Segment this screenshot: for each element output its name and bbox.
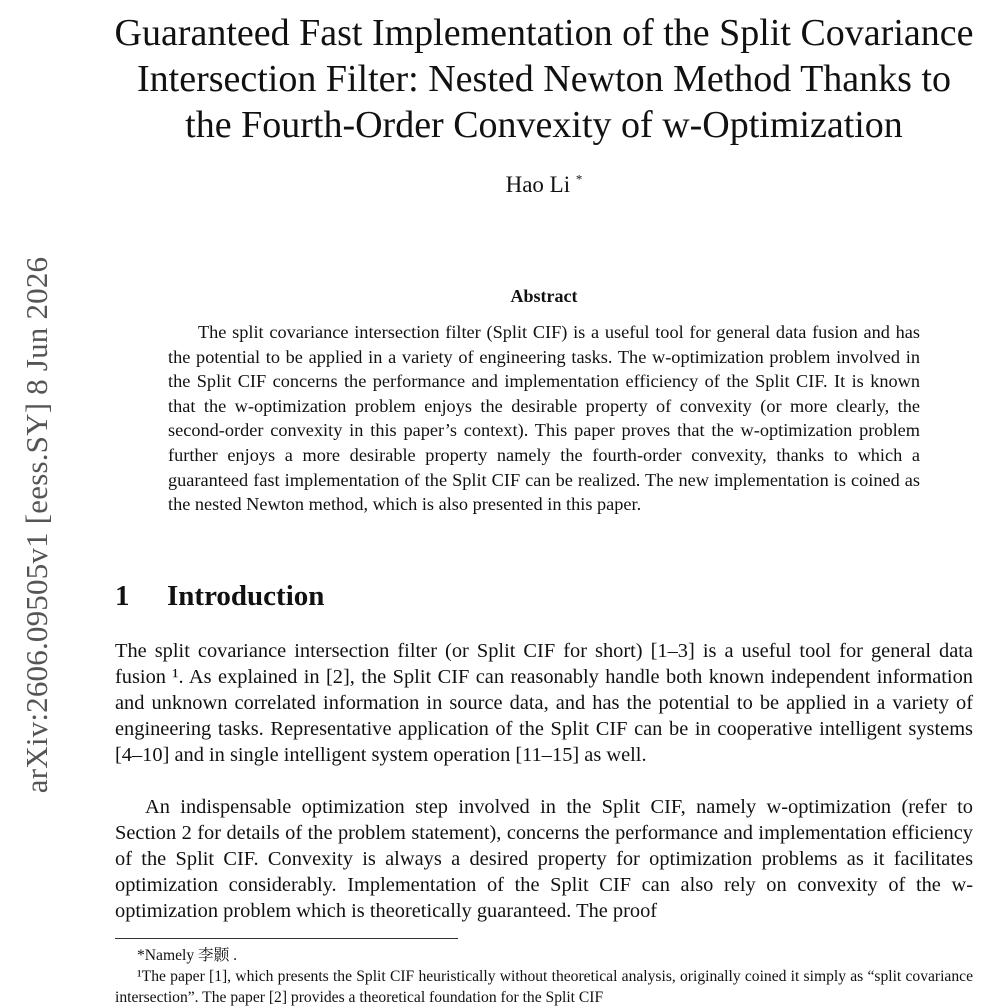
author-footnote-marker: * [575,171,583,187]
arxiv-identifier: arXiv:2606.09505v1 [eess.SY] 8 Jun 2026 [19,256,54,794]
footnote-item [115,966,973,1008]
abstract-heading: Abstract [510,286,578,306]
footnote-text: *Namely 李颢 . [137,947,238,964]
section-number: 1 [115,580,130,612]
footnote-rule [115,938,458,939]
abstract-paragraph: The split covariance intersection filter (Split CIF) is a useful tool for general data fusion and has the potential to be applied in a variety of engineering tasks. The w-optimization problem involved in the Split CIF concerns the performance and implementation efficiency of the Split CIF. It is known that the w-optimization problem enjoys the desirable property of convexity (or more clearly, the second-order convexity in this paper’s context). This paper proves that the w-optimization problem further enjoys a more desirable property namely the fourth-order convexity, thanks to which a guaranteed fast implementation of the Split CIF can be realized. The new implementation is coined as the nested Newton method, which is also presented in this paper. [168,322,920,515]
paragraph-text: An indispensable optimization step involved in the Split CIF, namely w-optimization (refer to Section 2 for details of the problem statement), concerns the performance and implementation efficiency of the Split CIF. Convexity is always a desired property for optimization problems as it facilitates optimization considerably. Implementation of the Split CIF can also rely on convexity of the w-optimization problem which is theoretically guaranteed. The proof [115,796,973,922]
body-paragraph-2 [115,794,973,924]
paper-title [90,10,993,148]
author-line [90,172,993,198]
abstract-text [168,320,920,517]
title-line: Guaranteed Fast Implementation of the Split Covariance [114,12,974,54]
section-heading [115,580,324,613]
title-line: the Fourth-Order Convexity of w-Optimization [185,104,903,146]
body-paragraph: The split covariance intersection filter (or Split CIF for short) [1–3] is a useful tool for general data fusion ¹. As explained in [2], the Split CIF can reasonably handle both known independent information and unknown correlated information in source data, and has the potential to be applied in a variety of engineering tasks. Representative application of the Split CIF can be in cooperative intelligent systems [4–10] and in single intelligent system operation [11–15] as well. [115,640,973,766]
footnotes [115,945,973,1008]
footnote-item [115,945,973,966]
title-line: Intersection Filter: Nested Newton Method Thanks to [136,58,952,100]
arxiv-sidebar [0,0,70,1000]
section-title: Introduction [167,580,325,612]
footnote-text: ¹The paper [1], which presents the Split CIF heuristically without theoretical analysis, originally coined it simply as “split covariance intersection”. The paper [2] provides a theoretical foundation for the Split CIF [115,968,973,1006]
author-name: Hao Li [505,172,571,197]
